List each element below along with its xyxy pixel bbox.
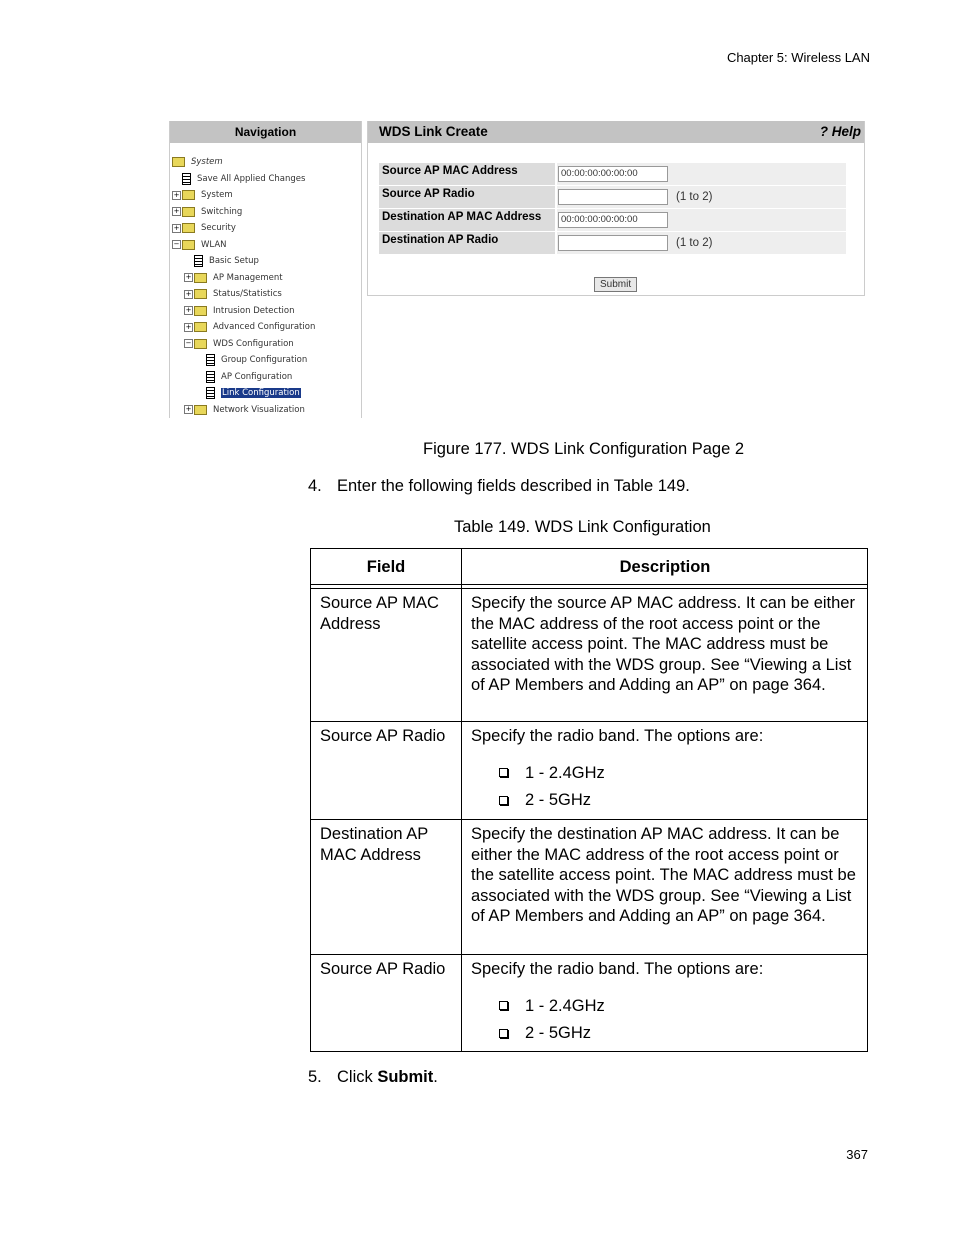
nav-item-label: Advanced Configuration: [213, 322, 316, 332]
help-link[interactable]: ? Help: [819, 124, 861, 139]
folder-icon: [182, 207, 195, 217]
step-4-text: Enter the following fields described in Table 149.: [337, 477, 690, 495]
navigation-panel: [169, 121, 362, 418]
field-cell: Destination AP MAC Address: [320, 825, 428, 864]
form-row: [379, 232, 846, 254]
chapter-header: Chapter 5: Wireless LAN: [726, 50, 870, 65]
option-text: 2 - 5GHz: [525, 1024, 592, 1043]
nav-item[interactable]: [172, 221, 236, 235]
field-input[interactable]: [558, 235, 668, 251]
field-hint: (1 to 2): [676, 191, 713, 203]
folder-open-icon: [172, 157, 185, 167]
nav-item-label: WDS Configuration: [213, 338, 294, 349]
nav-item-label: System: [191, 157, 223, 167]
form-row: [379, 163, 846, 185]
table-caption: Table 149. WDS Link Configuration: [454, 518, 711, 536]
bullet-icon: [499, 1029, 508, 1038]
field-cell: Source AP Radio: [320, 727, 446, 745]
form-row: [379, 209, 846, 231]
nav-item[interactable]: [184, 271, 283, 285]
step-4-number: 4.: [308, 477, 322, 495]
folder-open-icon: [182, 240, 195, 250]
nav-item-label: Intrusion Detection: [213, 305, 295, 316]
description-cell: [471, 726, 863, 818]
description-text: Specify the destination AP MAC address. It can be either the MAC address of the root access point or the satellite access point. The MAC address must be associated with the WDS group. See “Viewing a List of AP Members and Adding an AP” on page 364.: [471, 825, 856, 926]
folder-icon: [194, 306, 207, 316]
nav-item-label: System: [201, 190, 233, 200]
option-text: 1 - 2.4GHz: [525, 996, 605, 1015]
nav-item-label: AP Configuration: [221, 371, 293, 382]
expand-icon[interactable]: +: [185, 405, 192, 413]
collapse-icon[interactable]: −: [173, 240, 180, 248]
page-icon: [206, 387, 215, 399]
nav-item[interactable]: [172, 188, 233, 202]
page-icon: [206, 371, 215, 383]
nav-item-label: Basic Setup: [209, 256, 259, 266]
nav-item-label: Group Configuration: [221, 355, 308, 365]
nav-item[interactable]: [172, 155, 223, 169]
nav-item[interactable]: [184, 320, 315, 334]
nav-item[interactable]: [172, 205, 242, 219]
expand-icon[interactable]: +: [185, 306, 192, 314]
description-cell: [471, 824, 863, 927]
folder-icon: [194, 273, 207, 283]
nav-item[interactable]: [204, 370, 292, 384]
nav-item-label: Status/Statistics: [213, 289, 282, 299]
nav-item-label: Security: [201, 223, 236, 233]
option-text: 2 - 5GHz: [525, 791, 592, 810]
header-field: Field: [366, 558, 406, 576]
nav-item-label: Save All Applied Changes: [197, 173, 306, 184]
nav-item-label: Switching: [201, 206, 243, 217]
field-cell: Source AP Radio: [320, 960, 446, 978]
page-icon: [194, 255, 203, 267]
description-text: Specify the radio band. The options are:: [471, 727, 764, 745]
folder-icon: [194, 322, 207, 332]
folder-icon: [194, 405, 207, 415]
form-row: [379, 186, 846, 208]
nav-item[interactable]: [184, 287, 282, 301]
folder-icon: [182, 190, 195, 200]
nav-item-label: Link Configuration: [222, 388, 300, 398]
folder-open-icon: [194, 339, 207, 349]
expand-icon[interactable]: +: [185, 322, 192, 331]
wds-link-table: [310, 548, 868, 1052]
nav-item-label: Network Visualization: [213, 404, 305, 415]
wds-link-create-panel: [367, 121, 865, 296]
expand-icon[interactable]: +: [173, 207, 180, 215]
folder-icon: [182, 223, 195, 233]
field-label: Source AP MAC Address: [379, 163, 555, 185]
bullet-icon: [499, 1001, 508, 1010]
nav-item[interactable]: [204, 353, 307, 367]
figure-caption: Figure 177. WDS Link Configuration Page 2: [423, 440, 745, 458]
nav-item-label: WLAN: [201, 239, 227, 250]
page-icon: [206, 354, 215, 366]
nav-item[interactable]: [180, 172, 305, 186]
field-hint: (1 to 2): [676, 237, 713, 249]
page-icon: [182, 173, 191, 185]
expand-icon[interactable]: +: [173, 223, 180, 232]
navigation-title: Navigation: [170, 121, 361, 143]
expand-icon[interactable]: +: [173, 190, 180, 199]
step-5-text: Click Submit.: [337, 1068, 438, 1086]
panel-title: WDS Link Create: [379, 124, 488, 139]
field-label: Destination AP MAC Address: [379, 209, 555, 231]
field-label: Source AP Radio: [379, 186, 555, 208]
header-description: Description: [619, 558, 711, 576]
nav-item[interactable]: [184, 304, 294, 318]
expand-icon[interactable]: +: [185, 289, 192, 298]
step-5-number: 5.: [308, 1068, 322, 1086]
nav-item[interactable]: [184, 337, 294, 351]
field-label: Destination AP Radio: [379, 232, 555, 254]
description-cell: [471, 593, 863, 696]
nav-item-label: AP Management: [213, 272, 283, 283]
description-cell: [471, 959, 863, 1051]
bullet-icon: [499, 796, 508, 805]
description-text: Specify the source AP MAC address. It can be either the MAC address of the root access point or the satellite access point. The MAC address must be associated with the WDS group. See “Viewing a List of AP Members and Adding an AP” on page 364.: [471, 594, 855, 695]
option-text: 1 - 2.4GHz: [525, 763, 605, 782]
folder-icon: [194, 289, 207, 299]
bullet-icon: [499, 768, 508, 777]
nav-item[interactable]: [184, 403, 305, 417]
collapse-icon[interactable]: −: [185, 339, 192, 347]
expand-icon[interactable]: +: [185, 273, 192, 281]
nav-item[interactable]: [192, 254, 259, 268]
nav-item[interactable]: [204, 386, 301, 400]
nav-item[interactable]: [172, 238, 227, 252]
submit-button[interactable]: Submit: [594, 277, 637, 292]
page-number: 367: [846, 1147, 868, 1162]
field-input[interactable]: [558, 189, 668, 205]
description-text: Specify the radio band. The options are:: [471, 960, 764, 978]
field-input[interactable]: 00:00:00:00:00:00: [558, 166, 668, 182]
field-cell: Source AP MAC Address: [320, 594, 439, 633]
field-input[interactable]: 00:00:00:00:00:00: [558, 212, 668, 228]
